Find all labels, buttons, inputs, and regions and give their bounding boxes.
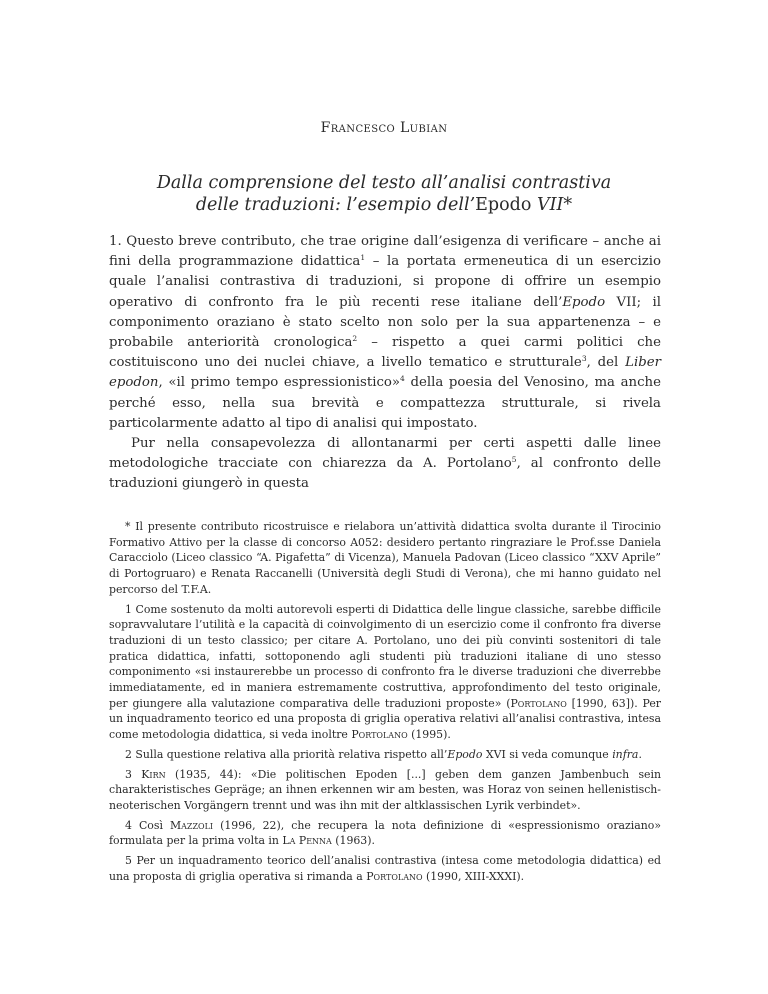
body-text — [109, 232, 661, 495]
text-run: della poesia del Venosino, ma anche perché esso, nella sua brevità e compattezza strutturale, si rivela particolarmente adatto al tipo di analisi qui impostato. — [109, 375, 661, 431]
text-run: . — [638, 747, 642, 761]
text-run: , del — [586, 355, 626, 371]
text-run: – rispetto a quei carmi politici che costituiscono uno dei nuclei chiave, a livello tematico e strutturale — [109, 335, 661, 371]
footnote-5 — [109, 853, 661, 884]
italic-run: infra — [612, 747, 639, 761]
text-run: (1963). — [331, 834, 375, 848]
paragraph-1 — [109, 232, 661, 434]
title-line-2-epodo: Epodo — [475, 195, 532, 215]
cited-author: La Penna — [282, 834, 332, 848]
text-run: , al confronto delle traduzioni giungerò in questa — [109, 456, 661, 492]
text-run: 3 — [125, 767, 142, 781]
cited-author: Portolano — [366, 869, 423, 883]
text-run: [1990, 63]). Per un inquadramento teorico ed una proposta di griglia operativa relativi all’analisi contrastiva, intesa come metodologia didattica, si veda inoltre — [109, 696, 662, 742]
title-line-1: Dalla comprensione del testo all’analisi contrastiva — [156, 173, 612, 193]
cited-author: Portolano — [510, 696, 567, 710]
text-run: 5 Per un inquadramento teorico dell’analisi contrastiva (intesa come metodologia didattica) ed una proposta di griglia operativa si rimanda a — [109, 854, 661, 883]
text-run: (1990, XIII-XXXI). — [422, 869, 525, 883]
text-run: 4 Così — [125, 818, 170, 832]
text-run: , «il primo tempo espressionistico» — [158, 375, 401, 391]
footnote-3 — [109, 767, 661, 814]
article-title — [0, 172, 768, 216]
footnote-4 — [109, 818, 661, 849]
cited-author: Portolano — [351, 728, 408, 742]
footnote-ref: 1 — [360, 253, 366, 263]
text-run: – la portata ermeneutica di un esercizio quale l’analisi contrastiva di traduzioni, si propone di offrire un esempio operativo di confronto fra le più recenti rese italiane dell’ — [109, 254, 661, 310]
footnote-ref: 3 — [581, 354, 587, 364]
footnote-2 — [109, 747, 661, 763]
italic-run: Epodo — [562, 294, 606, 310]
italic-run: Epodo — [447, 747, 483, 761]
title-line-2 — [0, 194, 768, 216]
title-line-2-part-a: delle traduzioni: l’esempio dell’ — [195, 195, 476, 215]
footnote-ref: 2 — [352, 334, 358, 344]
text-run: Pur nella consapevolezza di allontanarmi per certi aspetti dalle linee metodologiche tracciate con chiarezza da A. Portolano — [109, 436, 661, 472]
text-run: 2 Sulla questione relativa alla priorità relativa rispetto all’ — [125, 747, 448, 761]
footnote-1 — [109, 602, 661, 743]
text-run: VII; il componimento oraziano è stato scelto non solo per la sua appartenenza – e probabile anteriorità cronologica — [109, 294, 662, 351]
italic-run: Liber epodon — [109, 355, 661, 391]
text-run: 1. Questo breve contributo, che trae origine dall’esigenza di verificare – anche ai fini della programmazione didattica — [109, 234, 661, 270]
text-run: (1935, 44): «Die politischen Epoden [...] geben dem ganzen Jambenbuch sein charakteristisches Gepräge; an ihnen erkennen wir am besten, was Horaz von seinen hellenistisch-neoterischen Vorgängern trennt und was ihn mit der altklassischen Lyrik verbindet». — [109, 767, 661, 812]
footnote-star: * Il presente contributo ricostruisce e rielabora un’attività didattica svolta durante il Tirocinio Formativo Attivo per la classe di concorso A052: desidero pertanto ringraziare le Prof.sse Daniela Caracciolo (Liceo classico “A. Pigafetta” di Vicenza), Manuela Padovan (Liceo classico “XXV Aprile” di Portogruaro) e Renata Raccanelli (Università degli Studi di Verona), che mi hanno guidato nel percorso del T.F.A. — [109, 520, 661, 596]
text-run: 1 Come sostenuto da molti autorevoli esperti di Didattica delle lingue classiche, sarebbe difficile sopravvalutare l’utilità e la capacità di coinvolgimento di un esercizio come il confronto fra diverse traduzioni di un testo classico; per citare A. Portolano, uno dei più convinti sostenitori di tale pratica didattica, infatti, sottoponendo agli studenti più traduzioni italiane di uno stesso componimento «si instaurerebbe un processo di confronto fra le diverse traduzioni che diverrebbe immediatamente, ed in maniera estremamente costruttiva, approfondimento del testo originale, per giungere alla valutazione comparativa delle traduzioni proposte» ( — [109, 602, 661, 710]
footnote-ref: 4 — [400, 374, 405, 384]
text-run: (1995). — [407, 728, 451, 742]
text-run: (1996, 22), che recupera la nota definizione di «espressionismo oraziano» formulata per la prima volta in — [109, 818, 661, 848]
text-run: XVI si veda comunque — [482, 747, 613, 761]
author-name: Francesco Lubian — [320, 120, 448, 136]
title-line-2-part-c: VII* — [531, 195, 573, 215]
cited-author: Mazzoli — [170, 818, 214, 832]
paragraph-2 — [109, 434, 661, 495]
footnotes — [109, 519, 661, 888]
cited-author: Kirn — [141, 767, 166, 781]
footnote-ref: 5 — [511, 455, 517, 465]
